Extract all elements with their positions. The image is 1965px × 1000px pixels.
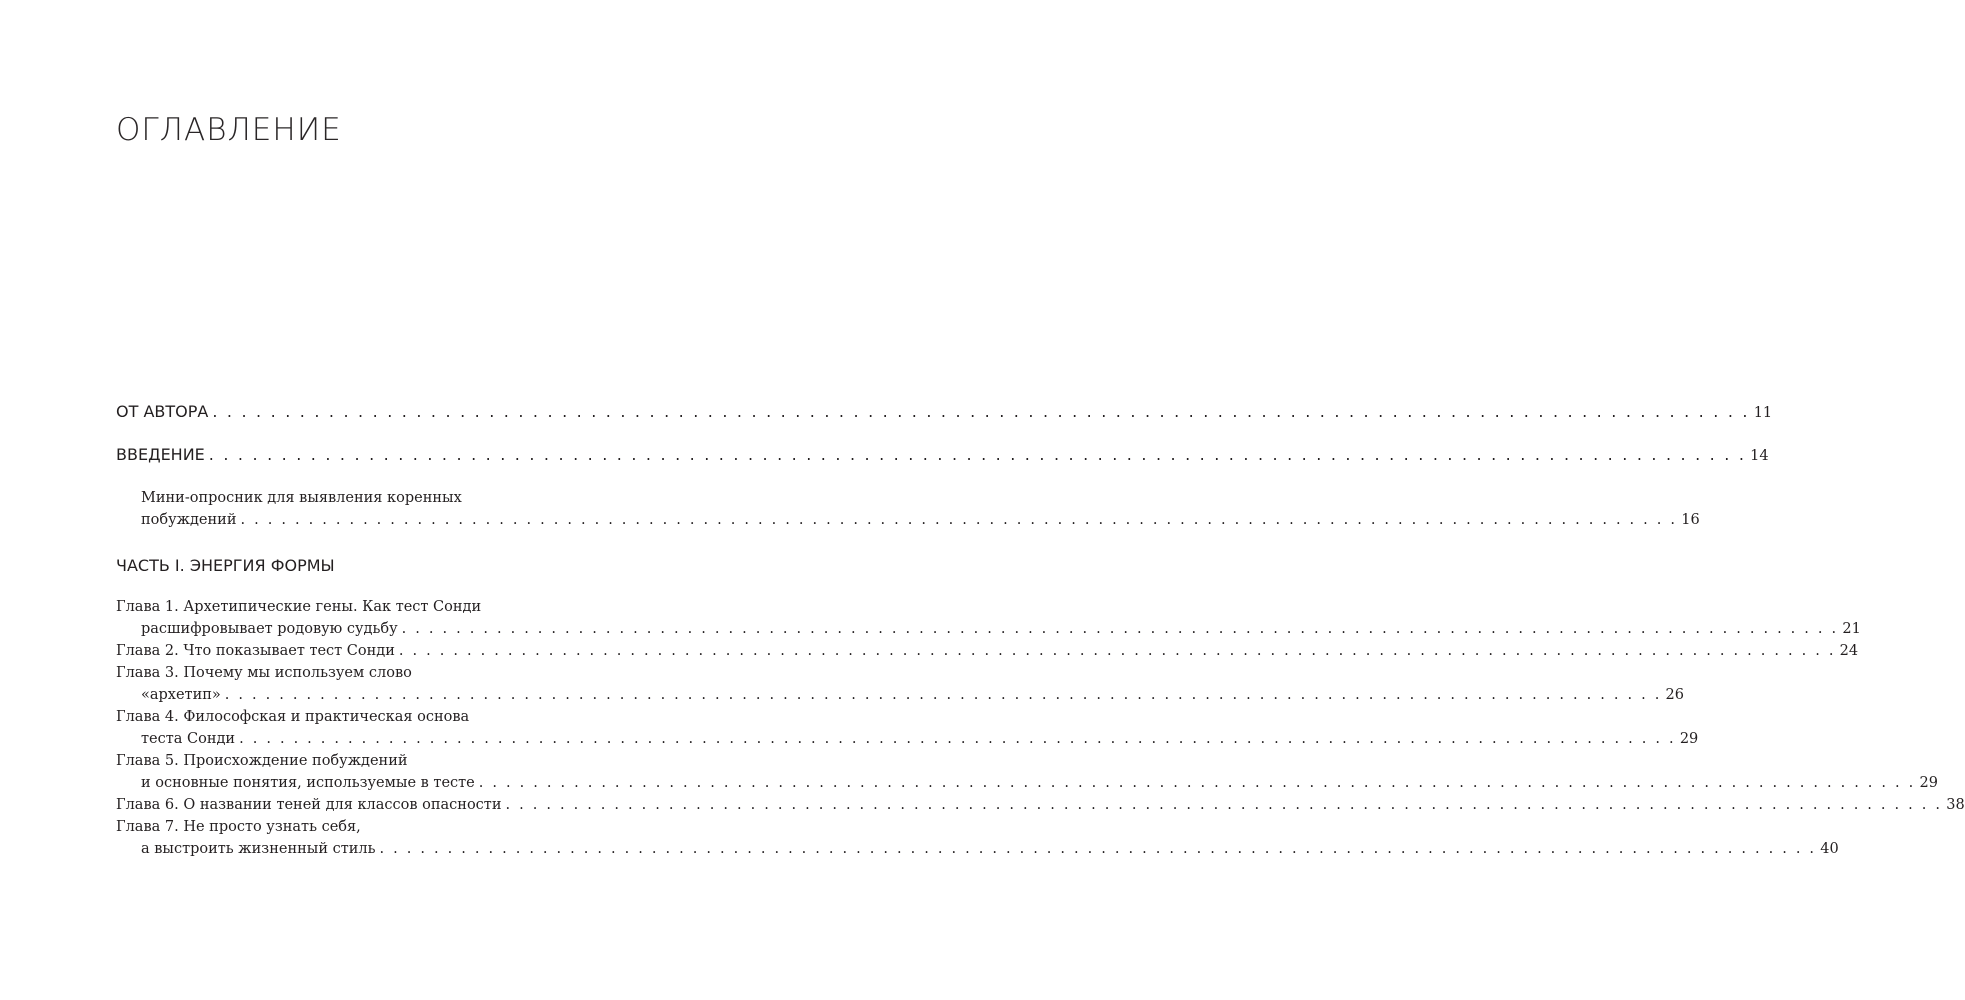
toc-entry-label: ВВЕДЕНИЕ	[116, 445, 205, 464]
toc-entry-ch4-line1[interactable]: Глава 4. Философская и практическая основа	[116, 709, 470, 725]
toc-entry-label: Глава 2. Что показывает тест Сонди	[116, 643, 395, 659]
toc-leader-dots: . . . . . . . . . . . . . . . . . . . . . . . . . . . . . . . . . . . . . . . . . . . . . . . . . . . . . . . . . . . . . . . . . . . . . . . . . . . . . . . . . . . . . . . . . . . . . . . . . . . . . . . . . .	[478, 775, 1916, 791]
toc-entry-ch1-line1[interactable]: Глава 1. Архетипические гены. Как тест Сонди	[116, 599, 482, 615]
toc-entry-ch5[interactable]	[141, 775, 1938, 791]
toc-leader-dots: . . . . . . . . . . . . . . . . . . . . . . . . . . . . . . . . . . . . . . . . . . . . . . . . . . . . . . . . . . . . . . . . . . . . . . . . . . . . . . . . . . . . . . . . . . . . . . . . . . . . . . . . . .	[212, 402, 1750, 421]
toc-page-number: 24	[1839, 643, 1859, 659]
toc-page-number: 21	[1842, 621, 1861, 637]
toc-entry-ch7-line1[interactable]: Глава 7. Не просто узнать себя,	[116, 819, 361, 835]
toc-leader-dots: . . . . . . . . . . . . . . . . . . . . . . . . . . . . . . . . . . . . . . . . . . . . . . . . . . . . . . . . . . . . . . . . . . . . . . . . . . . . . . . . . . . . . . . . . . . . . . . . . . . . . . . . . .	[239, 731, 1676, 747]
toc-entry-ch4[interactable]	[141, 731, 1699, 747]
toc-entry-mini[interactable]	[141, 512, 1700, 528]
toc-leader-dots: . . . . . . . . . . . . . . . . . . . . . . . . . . . . . . . . . . . . . . . . . . . . . . . . . . . . . . . . . . . . . . . . . . . . . . . . . . . . . . . . . . . . . . . . . . . . . . . . . . . . . . . . . .	[401, 621, 1839, 637]
toc-entry-intro[interactable]	[116, 445, 1769, 464]
toc-entry-ch5-line1[interactable]: Глава 5. Происхождение побуждений	[116, 753, 408, 769]
toc-entry-mini-line1[interactable]: Мини-опросник для выявления коренных	[141, 490, 462, 506]
toc-entry-label: расшифровывает родовую судьбу	[141, 621, 398, 637]
toc-entry-label: теста Сонди	[141, 731, 236, 747]
toc-leader-dots: . . . . . . . . . . . . . . . . . . . . . . . . . . . . . . . . . . . . . . . . . . . . . . . . . . . . . . . . . . . . . . . . . . . . . . . . . . . . . . . . . . . . . . . . . . . . . . . . . . . . . . . . . .	[505, 797, 1943, 813]
toc-entry-ch2[interactable]	[116, 643, 1859, 659]
toc-leader-dots: . . . . . . . . . . . . . . . . . . . . . . . . . . . . . . . . . . . . . . . . . . . . . . . . . . . . . . . . . . . . . . . . . . . . . . . . . . . . . . . . . . . . . . . . . . . . . . . . . . . . . . . . . .	[208, 445, 1747, 464]
toc-entry-ch7[interactable]	[141, 841, 1839, 857]
toc-entry-label: побуждений	[141, 512, 237, 528]
toc-page-number: 26	[1665, 687, 1684, 703]
toc-entry-label: а выстроить жизненный стиль	[141, 841, 376, 857]
toc-leader-dots: . . . . . . . . . . . . . . . . . . . . . . . . . . . . . . . . . . . . . . . . . . . . . . . . . . . . . . . . . . . . . . . . . . . . . . . . . . . . . . . . . . . . . . . . . . . . . . . . . . . . . . . . . .	[379, 841, 1817, 857]
page-title: ОГЛАВЛЕНИЕ	[116, 112, 342, 148]
toc-page-number: 40	[1820, 841, 1839, 857]
toc-entry-label: «архетип»	[141, 687, 221, 703]
toc-page-number: 11	[1753, 405, 1773, 421]
toc-leader-dots: . . . . . . . . . . . . . . . . . . . . . . . . . . . . . . . . . . . . . . . . . . . . . . . . . . . . . . . . . . . . . . . . . . . . . . . . . . . . . . . . . . . . . . . . . . . . . . . . . . . . . . . . . .	[398, 643, 1836, 659]
toc-entry-label: и основные понятия, используемые в тесте	[141, 775, 475, 791]
toc-page-number: 38	[1946, 797, 1965, 813]
toc-entry-ch6[interactable]	[116, 797, 1965, 813]
toc-page-number: 29	[1919, 775, 1938, 791]
toc-page-number: 29	[1679, 731, 1699, 747]
toc-entry-label: ОТ АВТОРА	[116, 402, 209, 421]
toc-page-number: 14	[1750, 448, 1769, 464]
toc-entry-author[interactable]	[116, 402, 1773, 421]
toc-page-number: 16	[1681, 512, 1700, 528]
toc-leader-dots: . . . . . . . . . . . . . . . . . . . . . . . . . . . . . . . . . . . . . . . . . . . . . . . . . . . . . . . . . . . . . . . . . . . . . . . . . . . . . . . . . . . . . . . . . . . . . . . . . . . . . . . . . .	[240, 512, 1678, 528]
toc-entry-label: Глава 6. О названии теней для классов опасности	[116, 797, 502, 813]
toc-entry-ch3[interactable]	[141, 687, 1684, 703]
toc-entry-ch1[interactable]	[141, 621, 1861, 637]
toc-part-heading[interactable]: ЧАСТЬ I. ЭНЕРГИЯ ФОРМЫ	[116, 556, 335, 575]
toc-leader-dots: . . . . . . . . . . . . . . . . . . . . . . . . . . . . . . . . . . . . . . . . . . . . . . . . . . . . . . . . . . . . . . . . . . . . . . . . . . . . . . . . . . . . . . . . . . . . . . . . . . . . . . . . . .	[224, 687, 1662, 703]
toc-entry-ch3-line1[interactable]: Глава 3. Почему мы используем слово	[116, 665, 412, 681]
